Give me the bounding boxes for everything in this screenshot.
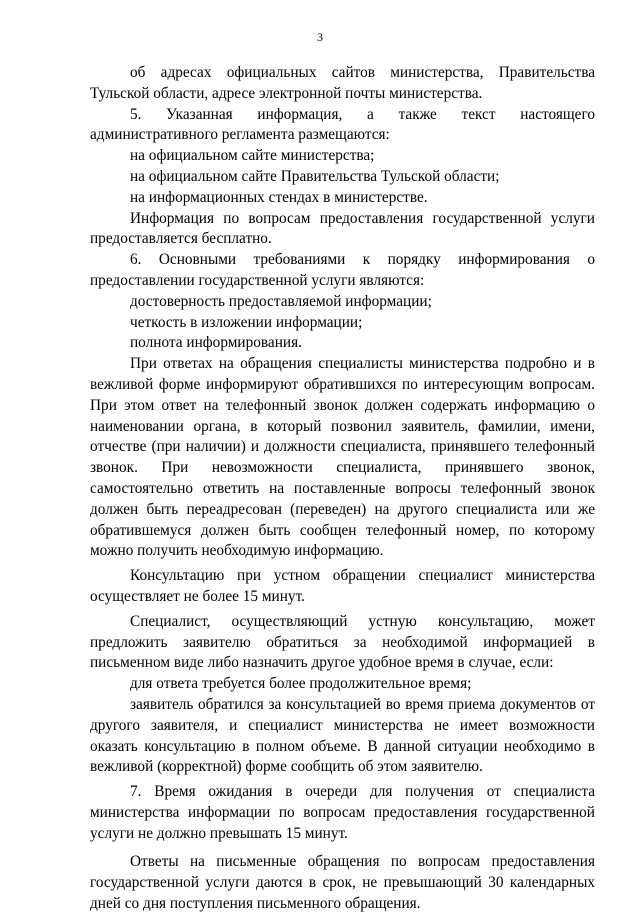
paragraph: Ответы на письменные обращения по вопросам предоставления государственной услуги даются в срок, не превышающий 30 календарных дней со дня поступления письменного обращения. [90, 853, 595, 913]
list-item: полнота информирования. [130, 334, 302, 352]
list-item: заявитель обратился за консультацией во время приема документов от другого заявителя, и специалист министерства не имеет возможности оказать консультацию в полном объеме. В данной ситуации необходимо в вежливой (корректной) форме сообщить об этом заявителю. [90, 695, 595, 776]
list-item: для ответа требуется более продолжительное время; [130, 675, 472, 693]
list-item: на официальном сайте министерства; [130, 147, 375, 165]
list-item: четкость в изложении информации; [130, 313, 363, 331]
paragraph: Специалист, осуществляющий устную консультацию, может предложить заявителю обратиться за необходимой информацией в письменном виде либо назначить другое удобное время в случае, если: [90, 612, 595, 672]
paragraph: 7. Время ожидания в очереди для получения от специалиста министерства информации по вопросам предоставления государственной услуги не должно превышать 15 минут. [90, 783, 595, 842]
paragraph: 5. Указанная информация, а также текст настоящего административного регламента размещаются: [90, 105, 595, 144]
paragraph: об адресах официальных сайтов министерства, Правительства Тульской области, адресе электронной почты министерства. [90, 64, 595, 102]
paragraph: 6. Основными требованиями к порядку информирования о предоставлении государственной услуги являются: [90, 251, 595, 289]
paragraph: Консультацию при устном обращении специалист министерства осуществляет не более 15 минут. [90, 567, 595, 605]
list-item: достоверность предоставляемой информации; [130, 292, 432, 310]
document-body [90, 63, 595, 915]
page-number: 3 [317, 30, 323, 44]
list-item: на информационных стендах в министерстве. [130, 188, 428, 206]
paragraph: При ответах на обращения специалисты министерства подробно и в вежливой форме информируют обратившихся по интересующим вопросам. При этом ответ на телефонный звонок должен содержать информацию о наименовании органа, в который позвонил заявитель, фамилии, имени, отчестве (при наличии) и должности специалиста, принявшего телефонный звонок. При невозможности специалиста, принявшего звонок, самостоятельно ответить на поставленные вопросы телефонный звонок должен быть переадресован (переведен) на другого специалиста или же обратившемуся должен быть сообщен телефонный номер, по которому можно получить необходимую информацию. [90, 355, 595, 560]
paragraph: Информация по вопросам предоставления государственной услуги предоставляется бесплатно. [90, 209, 595, 248]
list-item: на официальном сайте Правительства Тульской области; [130, 167, 500, 185]
